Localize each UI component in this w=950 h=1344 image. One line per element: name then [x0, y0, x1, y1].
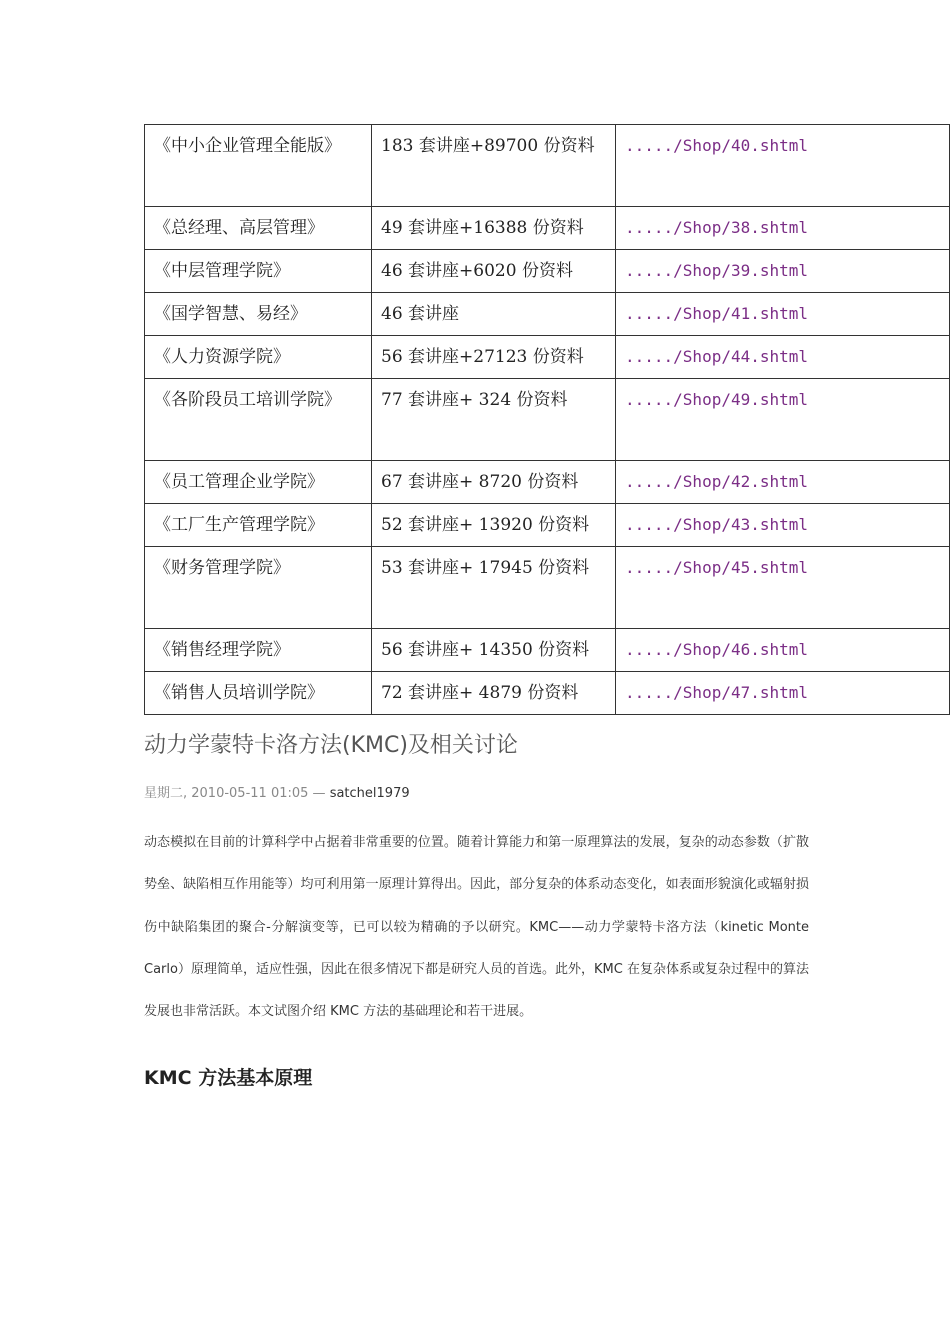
table-row: [145, 672, 950, 715]
shop-table: [144, 124, 950, 715]
article-title: 动力学蒙特卡洛方法(KMC)及相关讨论: [144, 733, 518, 758]
row-name: 《财务管理学院》: [145, 547, 372, 629]
table-row: [145, 250, 950, 293]
table-row: [145, 629, 950, 672]
row-link[interactable]: ...../Shop/44.shtml: [616, 336, 950, 379]
table-row: [145, 461, 950, 504]
article-author[interactable]: satchel1979: [329, 786, 410, 801]
row-link[interactable]: ...../Shop/38.shtml: [616, 207, 950, 250]
row-content: 52 套讲座+ 13920 份资料: [372, 504, 616, 547]
row-link[interactable]: ...../Shop/43.shtml: [616, 504, 950, 547]
table-row: [145, 504, 950, 547]
row-content: 56 套讲座+ 14350 份资料: [372, 629, 616, 672]
row-name: 《中小企业管理全能版》: [145, 125, 372, 207]
row-name: 《人力资源学院》: [145, 336, 372, 379]
table-row: [145, 125, 950, 207]
row-link[interactable]: ...../Shop/39.shtml: [616, 250, 950, 293]
table-row: [145, 547, 950, 629]
row-content: 77 套讲座+ 324 份资料: [372, 379, 616, 461]
row-name: 《工厂生产管理学院》: [145, 504, 372, 547]
row-content: 46 套讲座+6020 份资料: [372, 250, 616, 293]
row-link[interactable]: ...../Shop/46.shtml: [616, 629, 950, 672]
table-row: [145, 336, 950, 379]
row-link[interactable]: ...../Shop/42.shtml: [616, 461, 950, 504]
row-link[interactable]: ...../Shop/49.shtml: [616, 379, 950, 461]
article: [144, 726, 809, 1093]
row-content: 67 套讲座+ 8720 份资料: [372, 461, 616, 504]
row-content: 183 套讲座+89700 份资料: [372, 125, 616, 207]
row-content: 53 套讲座+ 17945 份资料: [372, 547, 616, 629]
row-name: 《销售人员培训学院》: [145, 672, 372, 715]
row-content: 46 套讲座: [372, 293, 616, 336]
row-link[interactable]: ...../Shop/41.shtml: [616, 293, 950, 336]
article-meta: [144, 784, 809, 804]
row-content: 56 套讲座+27123 份资料: [372, 336, 616, 379]
table-row: [145, 293, 950, 336]
row-name: 《员工管理企业学院》: [145, 461, 372, 504]
row-name: 《中层管理学院》: [145, 250, 372, 293]
row-link[interactable]: ...../Shop/45.shtml: [616, 547, 950, 629]
row-content: 49 套讲座+16388 份资料: [372, 207, 616, 250]
row-link[interactable]: ...../Shop/47.shtml: [616, 672, 950, 715]
article-body: 动态模拟在目前的计算科学中占据着非常重要的位置。随着计算能力和第一原理算法的发展，复杂的动态参数（扩散势垒、缺陷相互作用能等）均可利用第一原理计算得出。因此，部分复杂的体系动态变化，如表面形貌演化或辐射损伤中缺陷集团的聚合-分解演变等，已可以较为精确的予以研究。KMC——动力学蒙特卡洛方法（kinetic Monte Carlo）原理简单，适应性强，因此在很多情况下都是研究人员的首选。此外，KMC 在复杂体系或复杂过程中的算法发展也非常活跃。本文试图介绍 KMC 方法的基础理论和若干进展。: [144, 835, 809, 1020]
article-date: 星期二, 2010-05-11 01:05 —: [144, 786, 330, 801]
row-content: 72 套讲座+ 4879 份资料: [372, 672, 616, 715]
row-name: 《各阶段员工培训学院》: [145, 379, 372, 461]
table-row: [145, 379, 950, 461]
row-name: 《总经理、高层管理》: [145, 207, 372, 250]
row-name: 《国学智慧、易经》: [145, 293, 372, 336]
row-name: 《销售经理学院》: [145, 629, 372, 672]
row-link[interactable]: ...../Shop/40.shtml: [616, 125, 950, 207]
table-row: [145, 207, 950, 250]
section-heading: KMC 方法基本原理: [144, 1067, 313, 1090]
